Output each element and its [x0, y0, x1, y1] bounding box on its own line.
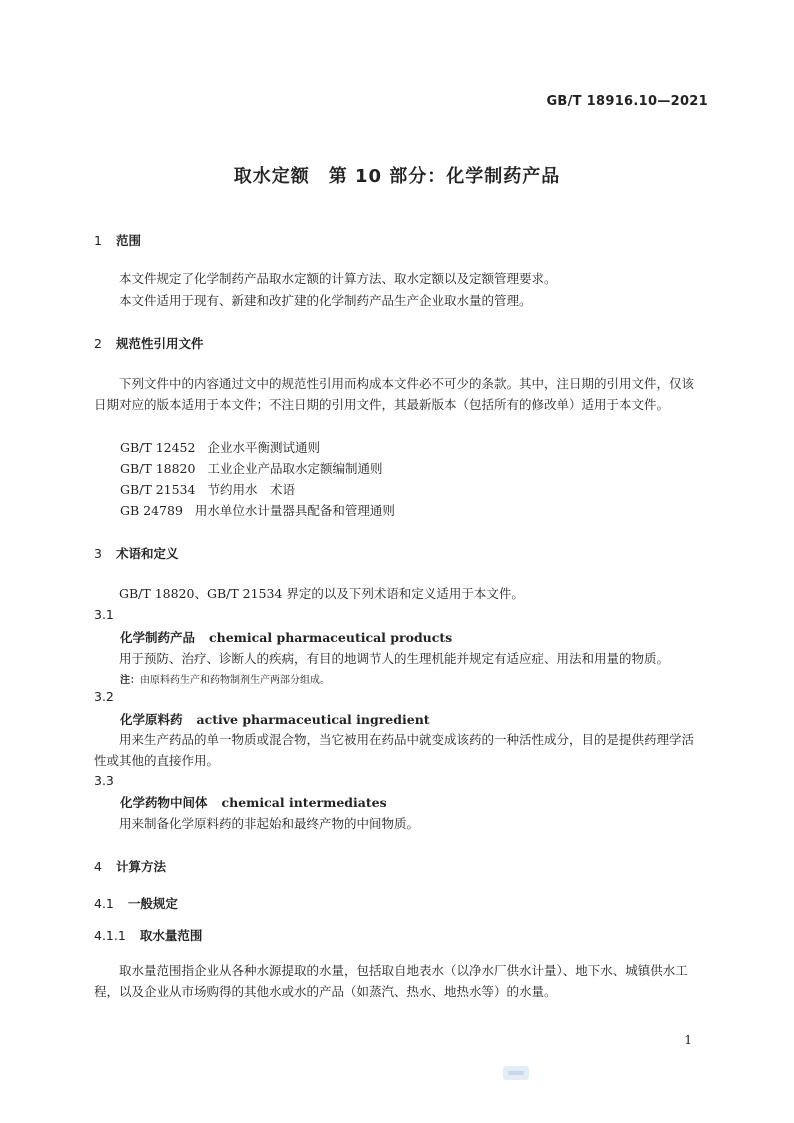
reference-title: 节约用水 术语: [207, 482, 295, 497]
document-title: 取水定额 第 10 部分：化学制药产品: [233, 166, 561, 187]
subsection-number: 4.1.1: [94, 928, 126, 943]
water-intake-scope-paragraph: 取水量范围指企业从各种水源提取的水量，包括取自地表水（以净水厂供水计量）、地下水、城镇供水工程，以及企业从市场购得的其他水或水的产品（如蒸汽、热水、地热水等）的水量。: [94, 963, 688, 999]
term-note: [120, 671, 330, 686]
term-number: 3.1: [94, 607, 114, 622]
term-zh: 化学制药产品: [120, 630, 196, 645]
section-1-heading: [94, 231, 141, 249]
section-title: 范围: [116, 233, 142, 248]
section-3-heading: [94, 544, 179, 562]
term-zh: 化学原料药: [120, 712, 183, 727]
section-title: 计算方法: [116, 859, 167, 874]
term-title: [120, 710, 430, 728]
scope-paragraph-2: 本文件适用于现有、新建和改扩建的化学制药产品生产企业取水量的管理。: [119, 293, 532, 308]
term-number: 3.2: [94, 689, 114, 704]
term-definition: 用于预防、治疗、诊断人的疾病，有目的地调节人的生理机能并规定有适应症、用法和用量的物质。: [119, 651, 670, 666]
page-number: 1: [684, 1033, 692, 1047]
terms-intro: GB/T 18820、GB/T 21534 界定的以及下列术语和定义适用于本文件。: [119, 586, 524, 601]
subsection-4-1-1-heading: [94, 926, 202, 944]
reference-item: [120, 479, 295, 500]
term-en: chemical intermediates: [221, 795, 387, 810]
note-label: 注：: [120, 675, 140, 686]
section-number: 1: [94, 233, 102, 248]
scope-paragraph-1: 本文件规定了化学制药产品取水定额的计算方法、取水定额以及定额管理要求。: [119, 271, 557, 286]
reference-code: GB/T 12452: [120, 440, 196, 455]
reference-item: [120, 437, 320, 458]
section-number: 2: [94, 336, 102, 351]
reference-title: 用水单位水计量器具配备和管理通则: [194, 503, 395, 518]
reference-item: [120, 500, 395, 521]
term-number: 3.3: [94, 773, 114, 788]
term-title: [120, 793, 387, 811]
subsection-4-1-heading: [94, 894, 178, 912]
section-2-heading: [94, 334, 204, 352]
term-en: chemical pharmaceutical products: [209, 630, 453, 645]
section-title: 规范性引用文件: [116, 336, 204, 351]
subsection-title: 取水量范围: [139, 928, 203, 943]
reference-code: GB/T 18820: [120, 461, 196, 476]
term-title: [120, 628, 452, 646]
term-en: active pharmaceutical ingredient: [196, 712, 430, 727]
reference-title: 工业企业产品取水定额编制通则: [207, 461, 383, 476]
section-4-heading: [94, 857, 166, 875]
term-zh: 化学药物中间体: [120, 795, 208, 810]
reference-code: GB/T 21534: [120, 482, 196, 497]
note-text: 由原料药生产和药物制剂生产两部分组成。: [140, 675, 330, 686]
reference-title: 企业水平衡测试通则: [207, 440, 320, 455]
section-number: 4: [94, 859, 102, 874]
standard-number: GB/T 18916.10—2021: [546, 94, 708, 109]
term-definition: 用来制备化学原料药的非起始和最终产物的中间物质。: [119, 816, 420, 831]
subsection-title: 一般规定: [127, 896, 178, 911]
term-definition: 用来生产药品的单一物质或混合物，当它被用在药品中就变成该药的一种活性成分，目的是提供药理学活性或其他的直接作用。: [94, 732, 695, 768]
normative-references-intro: 下列文件中的内容通过文中的规范性引用而构成本文件必不可少的条款。其中，注日期的引用文件，仅该日期对应的版本适用于本文件；不注日期的引用文件，其最新版本（包括所有的修改单）适用于本文件。: [94, 376, 695, 412]
reference-item: [120, 458, 382, 479]
section-title: 术语和定义: [116, 546, 179, 561]
section-number: 3: [94, 546, 102, 561]
watermark-logo: [503, 1066, 529, 1080]
subsection-number: 4.1: [94, 896, 114, 911]
reference-code: GB 24789: [120, 503, 183, 518]
